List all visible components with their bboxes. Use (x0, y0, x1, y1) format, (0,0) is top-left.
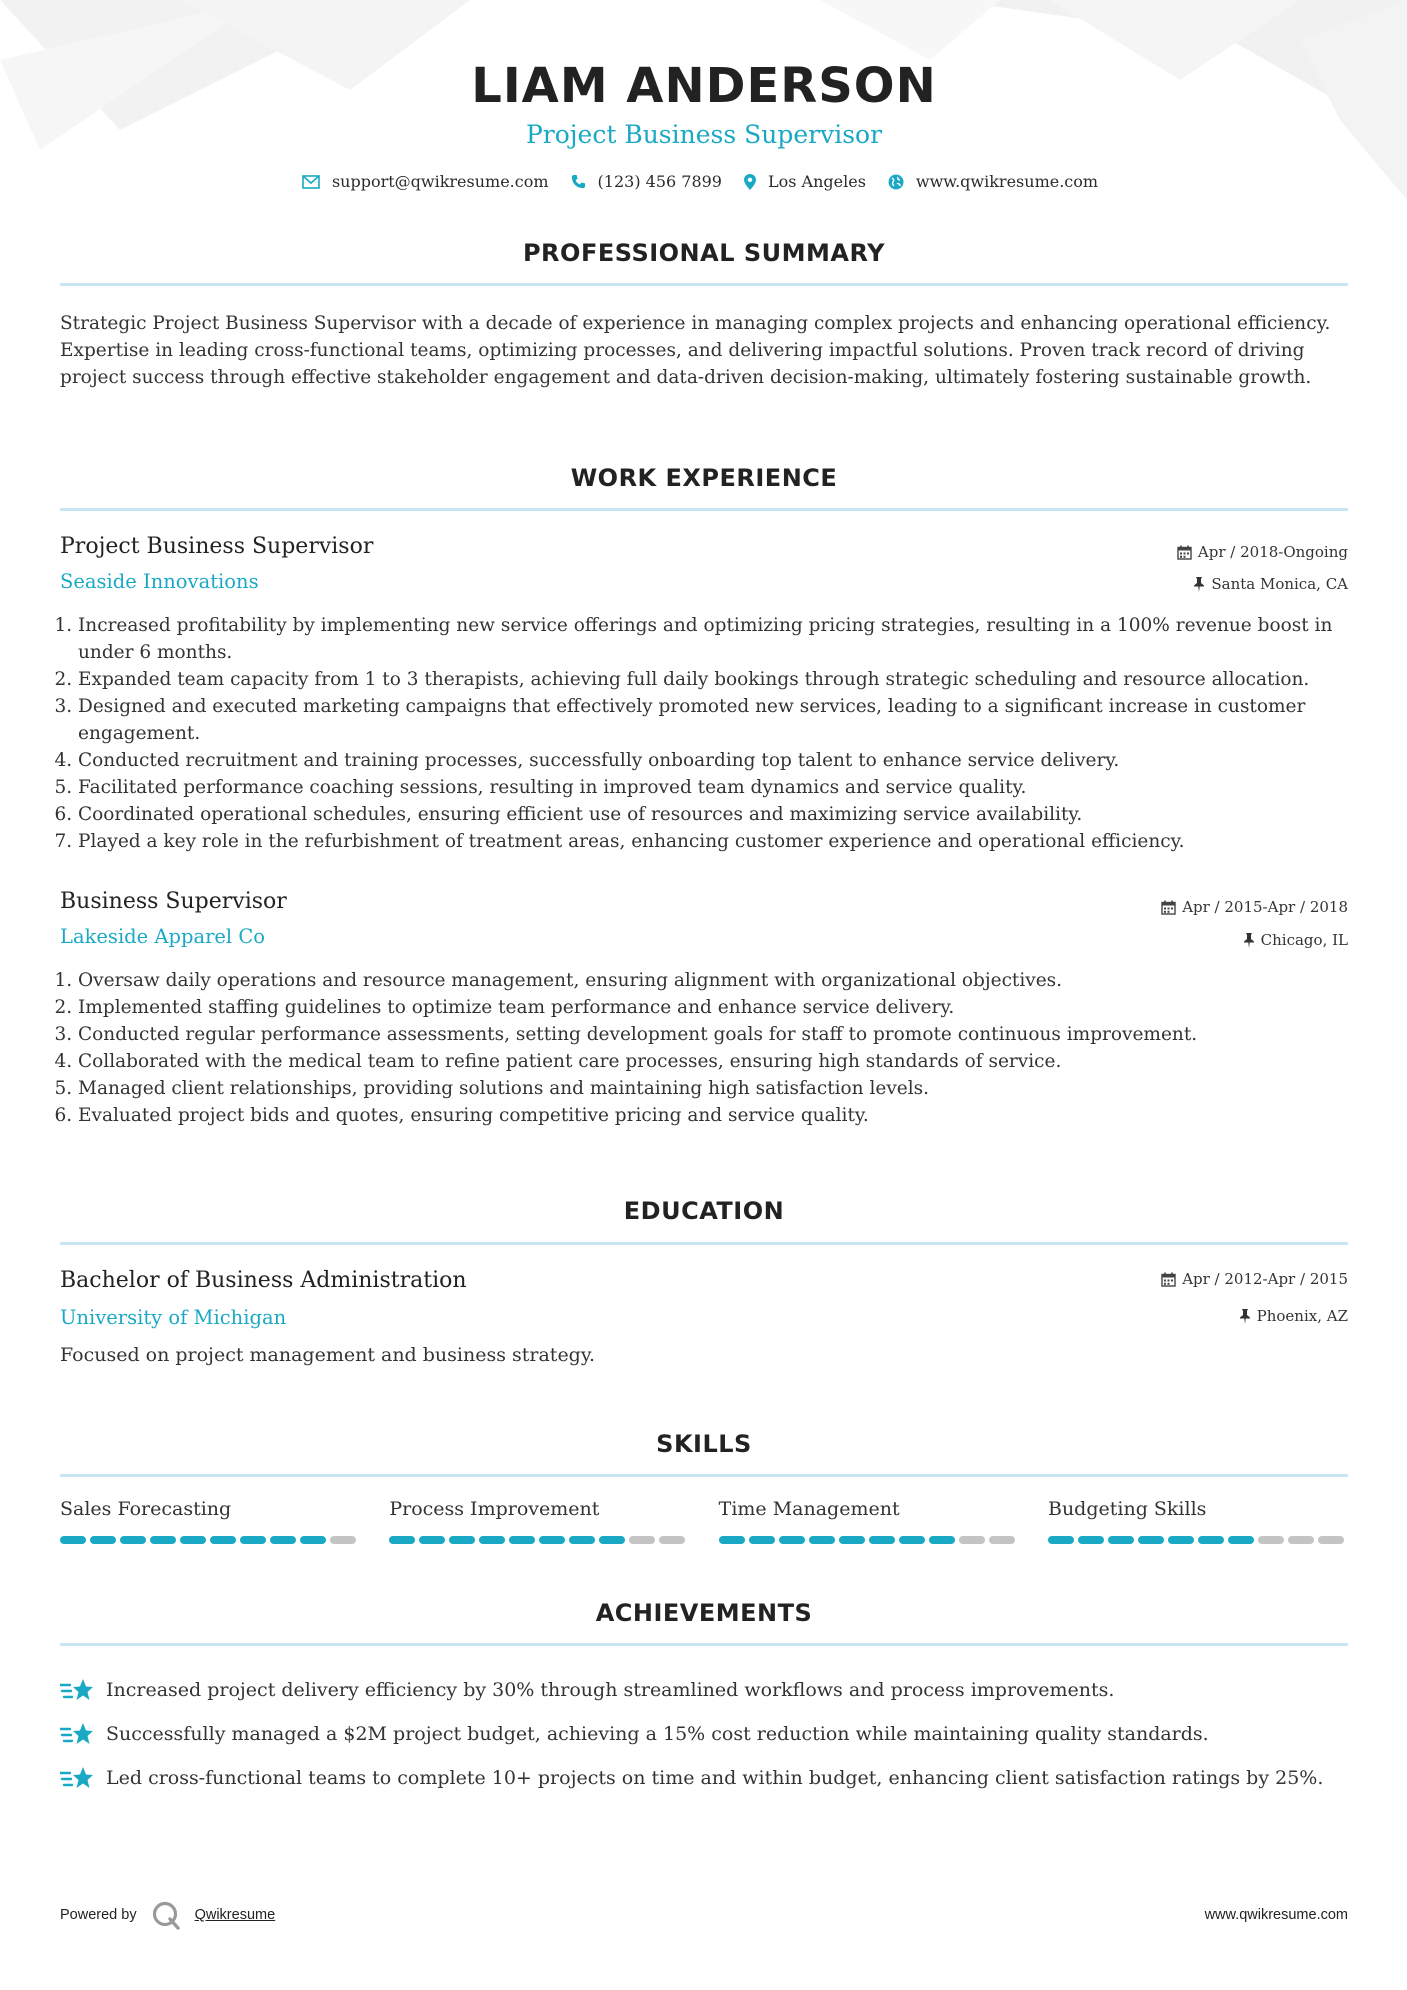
skill-segment (330, 1536, 356, 1544)
pushpin-icon (1243, 933, 1255, 948)
calendar-icon (1177, 545, 1192, 560)
skill-item (60, 1498, 360, 1544)
job-dates-text: Apr / 2018-Ongoing (1197, 543, 1348, 561)
skill-item (719, 1498, 1019, 1544)
achievement-text: Increased project delivery efficiency by 30% through streamlined workflows and process improvements. (106, 1679, 1115, 1701)
skill-segment (659, 1536, 685, 1544)
skill-segment (1078, 1536, 1104, 1544)
list-item: 3. Designed and executed marketing campaigns that effectively promoted new services, leading to a significant increase in customer engagement. (78, 693, 1366, 747)
contact-location (744, 172, 866, 191)
skill-segment (1168, 1536, 1194, 1544)
skill-segment (539, 1536, 565, 1544)
job-title: Project Business Supervisor (60, 534, 374, 559)
skill-segment (419, 1536, 445, 1544)
job-dates (1161, 898, 1348, 916)
education-school: University of Michigan (60, 1306, 287, 1329)
skill-segment (479, 1536, 505, 1544)
candidate-title: Project Business Supervisor (525, 120, 883, 149)
achievements-divider (60, 1643, 1348, 1646)
skill-segment (509, 1536, 535, 1544)
job-dates (1177, 543, 1348, 561)
list-item: 4. Conducted recruitment and training processes, successfully onboarding top talent to enhance service delivery. (78, 747, 1366, 774)
achievements-heading: ACHIEVEMENTS (595, 1599, 813, 1627)
summary-text: Strategic Project Business Supervisor with a decade of experience in managing complex projects and enhancing operational efficiency. Expertise in leading cross-functional teams, optimizing processes, and delivering impactful solutions. Proven track record of driving project success through effective stakeholder engagement and data-driven decision-making, ultimately fostering sustainable growth. (60, 313, 1331, 388)
education-location-text: Phoenix, AZ (1256, 1307, 1348, 1325)
job-location (1193, 575, 1348, 593)
skills-divider (60, 1474, 1348, 1477)
brand-link[interactable]: Qwikresume (194, 1907, 276, 1923)
list-item: 7. Played a key role in the refurbishment of treatment areas, enhancing customer experience and operational efficiency. (78, 828, 1366, 855)
job-bullets (60, 612, 1366, 855)
skill-rating-bar (389, 1536, 689, 1544)
skill-name: Budgeting Skills (1047, 1498, 1207, 1520)
skill-segment (809, 1536, 835, 1544)
shooting-star-icon (60, 1677, 94, 1703)
location-text: Los Angeles (767, 172, 866, 191)
list-item: 1. Increased profitability by implementing new service offerings and optimizing pricing strategies, resulting in a 100% revenue boost in under 6 months. (78, 612, 1366, 666)
job-title: Business Supervisor (60, 889, 287, 914)
skill-name: Time Management (718, 1498, 900, 1520)
skill-segment (389, 1536, 415, 1544)
contact-bar (60, 172, 1348, 191)
footer-website[interactable]: www.qwikresume.com (1204, 1907, 1348, 1923)
skill-segment (449, 1536, 475, 1544)
list-item: 5. Facilitated performance coaching sessions, resulting in improved team dynamics and service quality. (78, 774, 1366, 801)
skill-segment (60, 1536, 86, 1544)
skill-segment (989, 1536, 1015, 1544)
website-text: www.qwikresume.com (915, 172, 1099, 191)
education-divider (60, 1242, 1348, 1245)
phone-text: (123) 456 7899 (597, 172, 722, 191)
education-dates (1161, 1270, 1348, 1288)
achievement-text: Led cross-functional teams to complete 10+ projects on time and within budget, enhancing client satisfaction ratings by 25%. (106, 1767, 1324, 1789)
job-dates-text: Apr / 2015-Apr / 2018 (1182, 898, 1348, 916)
skill-segment (1108, 1536, 1134, 1544)
skill-segment (869, 1536, 895, 1544)
job-location (1243, 931, 1348, 949)
pushpin-icon (1193, 577, 1205, 592)
skill-segment (120, 1536, 146, 1544)
map-pin-icon (744, 174, 756, 190)
job-company: Lakeside Apparel Co (60, 925, 266, 948)
education-degree: Bachelor of Business Administration (60, 1268, 467, 1293)
job-location-text: Santa Monica, CA (1211, 575, 1348, 593)
phone-icon (571, 174, 586, 189)
skill-rating-bar (719, 1536, 1019, 1544)
skill-segment (569, 1536, 595, 1544)
skill-segment (1138, 1536, 1164, 1544)
list-item: 6. Coordinated operational schedules, ensuring efficient use of resources and maximizing service availability. (78, 801, 1366, 828)
list-item (60, 1756, 1348, 1800)
skill-segment (1258, 1536, 1284, 1544)
job-company: Seaside Innovations (60, 570, 259, 593)
summary-heading: PROFESSIONAL SUMMARY (522, 239, 886, 267)
skill-segment (1318, 1536, 1344, 1544)
skill-name: Sales Forecasting (60, 1498, 232, 1520)
skill-segment (1198, 1536, 1224, 1544)
skill-rating-bar (1048, 1536, 1348, 1544)
pushpin-icon (1239, 1309, 1251, 1324)
calendar-icon (1161, 900, 1176, 915)
shooting-star-icon (60, 1721, 94, 1747)
experience-heading: WORK EXPERIENCE (570, 464, 838, 492)
skill-segment (270, 1536, 296, 1544)
skill-segment (929, 1536, 955, 1544)
skill-segment (1048, 1536, 1074, 1544)
job-bullets (60, 967, 1366, 1129)
footer (60, 1900, 1348, 1930)
skill-segment (90, 1536, 116, 1544)
powered-by-label: Powered by (60, 1907, 137, 1923)
summary-divider (60, 283, 1348, 286)
job-location-text: Chicago, IL (1260, 931, 1348, 949)
skill-rating-bar (60, 1536, 360, 1544)
skill-segment (839, 1536, 865, 1544)
skill-segment (1228, 1536, 1254, 1544)
experience-divider (60, 508, 1348, 511)
list-item: 1. Oversaw daily operations and resource management, ensuring alignment with organizational objectives. (78, 967, 1366, 994)
skill-segment (180, 1536, 206, 1544)
skill-segment (779, 1536, 805, 1544)
list-item (60, 1712, 1348, 1756)
skill-segment (240, 1536, 266, 1544)
candidate-name: LIAM ANDERSON (471, 58, 937, 114)
achievements-list (60, 1668, 1348, 1800)
list-item: 5. Managed client relationships, providing solutions and maintaining high satisfaction levels. (78, 1075, 1366, 1102)
skills-heading: SKILLS (656, 1430, 752, 1458)
list-item (60, 1668, 1348, 1712)
contact-phone[interactable] (571, 172, 722, 191)
skill-item (1048, 1498, 1348, 1544)
skill-segment (300, 1536, 326, 1544)
skill-segment (629, 1536, 655, 1544)
skill-segment (210, 1536, 236, 1544)
header-background-pattern (0, 0, 1407, 230)
skill-segment (599, 1536, 625, 1544)
email-text: support@qwikresume.com (331, 172, 549, 191)
list-item: 6. Evaluated project bids and quotes, ensuring competitive pricing and service quality. (78, 1102, 1366, 1129)
globe-icon (888, 174, 904, 190)
qwikresume-logo-icon (151, 1900, 181, 1930)
list-item: 2. Implemented staffing guidelines to optimize team performance and enhance service delivery. (78, 994, 1366, 1021)
envelope-icon (302, 175, 320, 189)
achievement-text: Successfully managed a $2M project budget, achieving a 15% cost reduction while maintaining quality standards. (106, 1723, 1209, 1745)
education-location (1239, 1307, 1348, 1325)
skill-segment (1288, 1536, 1314, 1544)
skill-segment (959, 1536, 985, 1544)
contact-website[interactable] (888, 172, 1098, 191)
calendar-icon (1161, 1272, 1176, 1287)
education-dates-text: Apr / 2012-Apr / 2015 (1182, 1270, 1348, 1288)
education-heading: EDUCATION (623, 1197, 785, 1225)
skill-segment (749, 1536, 775, 1544)
list-item: 2. Expanded team capacity from 1 to 3 therapists, achieving full daily bookings through strategic scheduling and resource allocation. (78, 666, 1366, 693)
skill-segment (899, 1536, 925, 1544)
skill-segment (719, 1536, 745, 1544)
list-item: 3. Conducted regular performance assessments, setting development goals for staff to promote continuous improvement. (78, 1021, 1366, 1048)
contact-email[interactable] (302, 172, 549, 191)
education-description: Focused on project management and business strategy. (60, 1344, 596, 1366)
list-item: 4. Collaborated with the medical team to refine patient care processes, ensuring high standards of service. (78, 1048, 1366, 1075)
skill-item (389, 1498, 689, 1544)
skill-segment (150, 1536, 176, 1544)
powered-by (60, 1900, 275, 1930)
shooting-star-icon (60, 1765, 94, 1791)
skill-name: Process Improvement (389, 1498, 600, 1520)
skills-list (60, 1498, 1348, 1544)
